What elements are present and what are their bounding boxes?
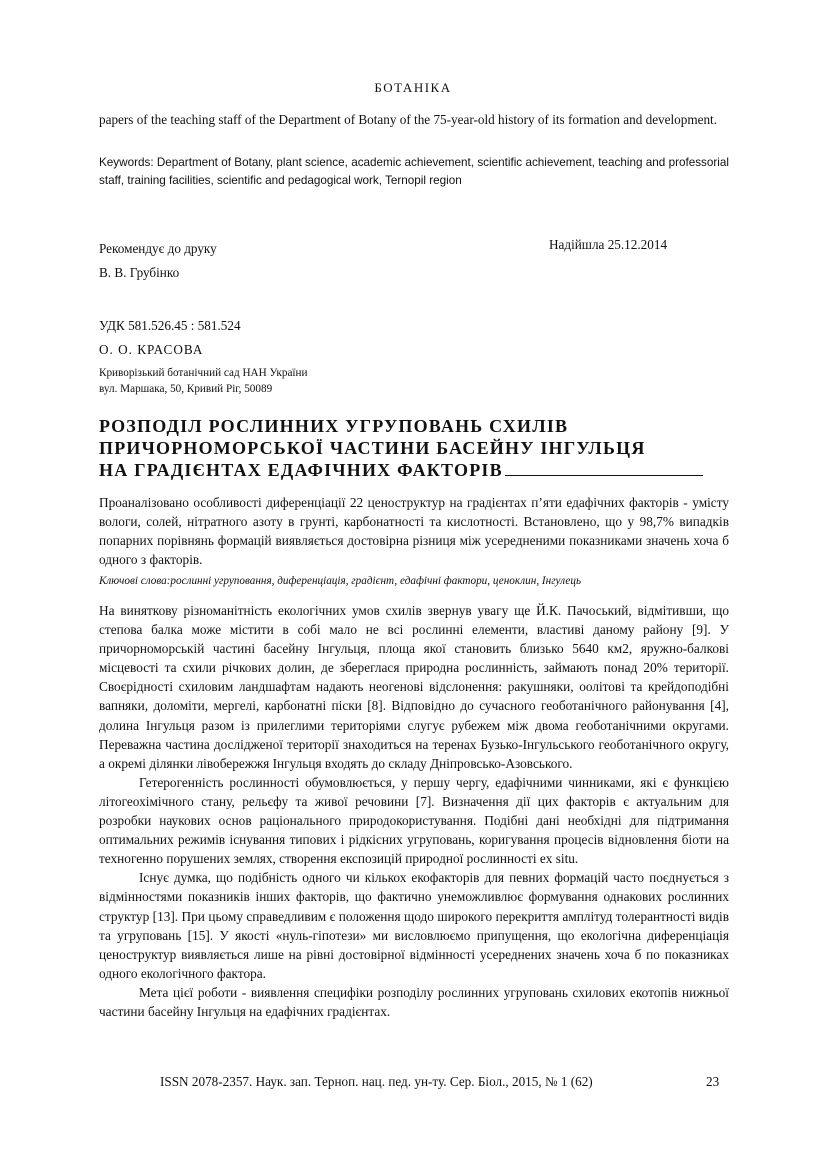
udc-code: УДК 581.526.45 : 581.524 [99, 318, 241, 333]
article-title [99, 415, 739, 481]
recommender-name: В. В. Грубінко [99, 265, 180, 280]
title-line-1: РОЗПОДІЛ РОСЛИННИХ УГРУПОВАНЬ СХИЛІВ [99, 416, 569, 436]
running-header: БОТАНІКА [374, 80, 452, 95]
affiliation-address: вул. Маршака, 50, Кривий Ріг, 50089 [99, 383, 273, 395]
journal-footer: ISSN 2078-2357. Наук. зап. Терноп. нац. пед. ун-ту. Сер. Біол., 2015, № 1 (62) [160, 1074, 593, 1089]
recommendation-label: Рекомендує до друку [99, 241, 217, 256]
recommendation-block [99, 237, 217, 285]
title-line-3-wrap [99, 459, 739, 481]
title-rule [505, 474, 703, 476]
abstract: Проаналізовано особливості диференціації 22 ценоструктур на градієнтах п’яти едафічних факторів - умісту вологи, солей, нітратного азоту в грунті, карбонатності та кислотності. Встановлено, що у 98,7% випадків попарних порівнянь формацій виявляється достовірна різниця між усередненими показниками значень хоча б одного з факторів. [99, 495, 729, 567]
affiliation-institution: Криворізький ботанічний сад НАН України [99, 367, 308, 379]
article-body [99, 601, 729, 1021]
title-line-2: ПРИЧОРНОМОРСЬКОЇ ЧАСТИНИ БАСЕЙНУ ІНГУЛЬЦЯ [99, 438, 646, 458]
keywords: Ключові слова:рослинні угруповання, диференціація, градієнт, едафічні фактори, ценоклин, Інгулець [99, 575, 582, 587]
title-line-3: НА ГРАДІЄНТАХ ЕДАФІЧНИХ ФАКТОРІВ [99, 460, 503, 480]
received-date: Надійшла 25.12.2014 [549, 237, 668, 252]
english-keywords: Keywords: Department of Botany, plant science, academic achievement, scientific achievement, teaching and professorial staff, training facilities, scientific and pedagogical work, Ternopil region [99, 156, 729, 187]
page-number: 23 [706, 1074, 720, 1089]
paragraph-4: Мета цієї роботи - виявлення специфіки розподілу рослинних угруповань схилових екотопів нижньої частини басейну Інгульця на едафічних градієнтах. [99, 984, 729, 1019]
paragraph-1: На виняткову різноманітність екологічних умов схилів звернув увагу ще Й.К. Пачоський, відмітивши, що степова балка може містити в собі мало не всі рослинні елементи, властиві даному району [9]. У причорноморській частині басейну Інгульця, площа якої становить близько 5640 км2, яружно-балкові місцевості та схили річкових долин, де збереглася природна рослинність, займають понад 20% території. Своєрідності схиловим ландшафтам надають неогенові відслонення: ракушняки, оолітові та крейдоподібні вапняки, доломіти, мергелі, карбонатні піски [8]. Відповідно до сучасного геоботанічного районування [4], долина Інгульця разом із прилеглими територіями слугує рубежем між двома геоботанічними округами. Переважна частина дослідженої території знаходиться на теренах Бузько-Інгульського геоботанічного округу, а окремі ділянки лівобережжя Інгульця входять до складу Дніпровсько-Азовського. [99, 603, 729, 771]
affiliation [99, 365, 308, 397]
paragraph-3: Існує думка, що подібність одного чи кількох екофакторів для певних формацій часто поєднується з відмінностями показників інших факторів, що фактично унеможливлює формування однакових рослинних структур [13]. При цьому справедливим є положення щодо широкого перекриття амплітуд толерантності видів та угруповань [15]. У якості «нуль-гіпотези» ми висловлюємо припущення, що екологічна диференціація ценоструктур виявляється лише на рівні достовірної відмінності усереднених значень хоча б по показниках одного екологічного фактора. [99, 870, 729, 981]
author-name: О. О. КРАСОВА [99, 342, 204, 357]
paragraph-2: Гетерогенність рослинності обумовлюється, у першу чергу, едафічними чинниками, які є функцією літогеохімічного стану, рельєфу та живої речовини [7]. Визначення дії цих факторів є актуальним для розробки наукових основ раціонального природокористування. Подібні дані необхідні для підтримання оптимальних режимів існування типових і рідкісних угруповань, коригування процесів відновлення біоти на техногенно порушених землях, створення експозицій природної рослинності ex situ. [99, 774, 729, 867]
english-abstract-end: papers of the teaching staff of the Department of Botany of the 75-year-old history of its formation and development. [99, 112, 718, 127]
